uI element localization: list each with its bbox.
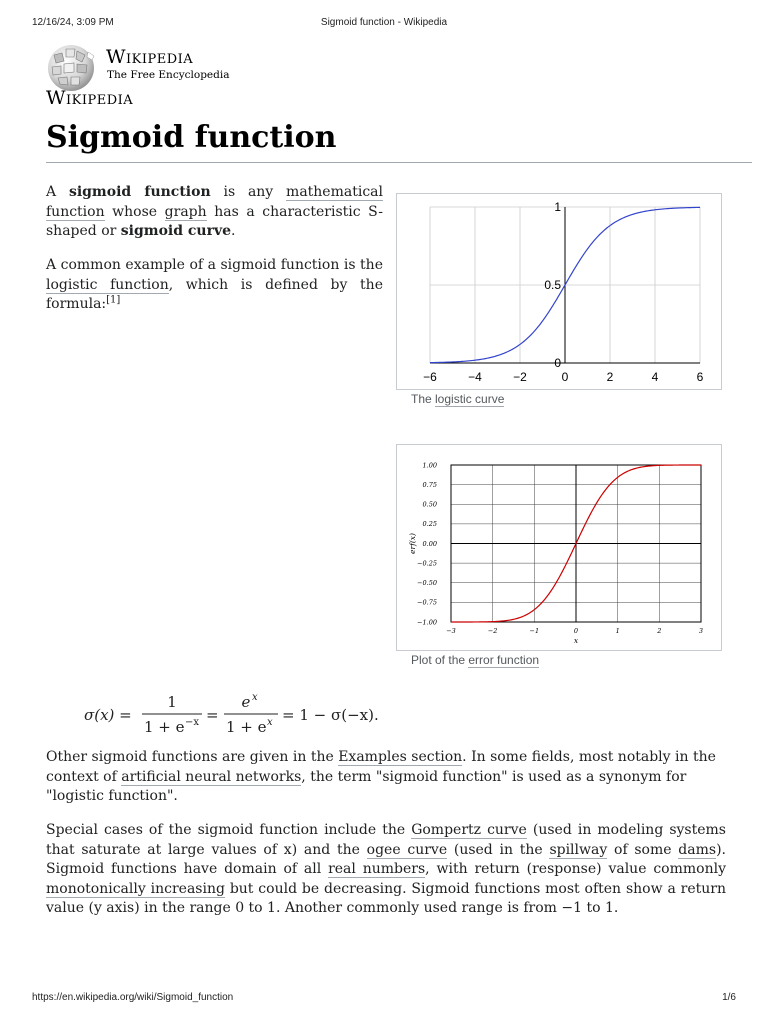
x-tick-label: 1 bbox=[615, 627, 620, 635]
y-tick-label: 0.00 bbox=[422, 539, 437, 548]
y-tick-label: −0.25 bbox=[417, 559, 437, 568]
link-graph[interactable]: graph bbox=[164, 203, 207, 220]
intro-paragraph bbox=[46, 183, 383, 242]
logistic-formula bbox=[84, 690, 394, 740]
wikipedia-wordmark[interactable]: Wikipedia bbox=[106, 46, 194, 68]
other-sigmoid-paragraph bbox=[46, 748, 726, 807]
print-page-number: 1/6 bbox=[722, 992, 736, 1003]
reference-link-1[interactable]: [1] bbox=[106, 294, 121, 306]
figure-caption-erf bbox=[411, 653, 539, 667]
figure-logistic-curve bbox=[396, 193, 722, 390]
y-tick-label: 0.50 bbox=[422, 500, 437, 509]
caption-text: The bbox=[411, 392, 436, 406]
formula-equals: = bbox=[206, 706, 219, 724]
link-spillway[interactable]: spillway bbox=[549, 841, 608, 858]
caption-text: Plot of the bbox=[411, 653, 469, 667]
y-tick-label: −0.75 bbox=[417, 598, 437, 607]
text-run: . bbox=[231, 223, 236, 239]
formula-frac1-exponent: −x bbox=[185, 717, 200, 728]
y-tick-label: 0.75 bbox=[422, 480, 437, 489]
y-tick-label: 0.5 bbox=[544, 278, 561, 293]
text-run: , the term "sigmoid function" is used as a synonym for "logistic function". bbox=[46, 768, 687, 804]
x-tick-label: −6 bbox=[423, 370, 437, 384]
text-run: is any bbox=[210, 184, 287, 200]
x-tick-label: 6 bbox=[696, 370, 704, 384]
formula-frac2-denominator: 1 + e bbox=[226, 718, 267, 736]
text-run: , with return (response) value commonly bbox=[425, 861, 726, 877]
x-tick-label: −2 bbox=[487, 627, 498, 635]
text-run: Special cases of the sigmoid function include the bbox=[46, 822, 412, 838]
link-real-numbers[interactable]: real numbers bbox=[328, 861, 426, 877]
formula-frac1-denominator: 1 + e bbox=[144, 718, 185, 736]
x-tick-label: 4 bbox=[651, 370, 659, 384]
x-tick-label: 0 bbox=[573, 627, 579, 635]
page-title: Sigmoid function bbox=[46, 120, 337, 155]
print-header bbox=[32, 17, 736, 31]
link-monotonically-increasing[interactable]: monotonically increasing bbox=[46, 880, 225, 897]
text-run: has a characteristic S-shaped or bbox=[46, 203, 383, 239]
figure-caption-logistic bbox=[411, 392, 504, 406]
x-tick-label: −2 bbox=[513, 370, 527, 384]
y-tick-label: 1.00 bbox=[422, 461, 437, 470]
bold-term: sigmoid curve bbox=[120, 223, 232, 239]
x-tick-label: 3 bbox=[698, 627, 704, 635]
text-run: ). Sigmoid functions have domain of all bbox=[46, 841, 726, 877]
x-axis-label: x bbox=[573, 636, 579, 645]
text-run: Other sigmoid functions are given in the bbox=[46, 749, 339, 765]
print-footer bbox=[32, 992, 736, 1006]
x-tick-label: 2 bbox=[606, 370, 614, 384]
y-tick-label: −0.50 bbox=[417, 579, 437, 588]
text-run: , which is defined by the formula: bbox=[46, 276, 383, 312]
text-run: of some bbox=[607, 841, 679, 858]
print-datetime: 12/16/24, 3:09 PM bbox=[32, 17, 114, 28]
text-run: (used in the bbox=[447, 841, 550, 858]
y-tick-label: 1 bbox=[554, 200, 561, 215]
print-title: Sigmoid function - Wikipedia bbox=[320, 17, 448, 28]
logistic-curve-chart bbox=[397, 194, 721, 389]
link-examples-section[interactable]: Examples section bbox=[338, 749, 463, 765]
formula-frac2-numerator: e bbox=[241, 693, 251, 711]
link-logistic-function[interactable]: logistic function bbox=[46, 276, 169, 293]
text-run: whose bbox=[104, 203, 165, 220]
link-mathematical-function[interactable]: mathematical function bbox=[46, 184, 383, 220]
formula-frac2-numerator-exponent: x bbox=[252, 692, 258, 703]
formula-frac2-exponent: x bbox=[267, 717, 273, 728]
x-tick-label: 0 bbox=[561, 370, 569, 384]
link-ogee-curve[interactable]: ogee curve bbox=[366, 841, 448, 858]
text-run: but could be decreasing. Sigmoid functions most often show a return value (y axis) in the range 0 to 1. Another commonly used range is from −1 to 1. bbox=[46, 880, 727, 916]
y-tick-label: −1.00 bbox=[417, 618, 437, 627]
link-logistic-curve[interactable]: logistic curve bbox=[435, 392, 505, 406]
y-tick-label: 0.25 bbox=[422, 520, 437, 529]
error-function-chart bbox=[397, 445, 721, 650]
link-artificial-neural-networks[interactable]: artificial neural networks bbox=[121, 768, 302, 785]
link-gompertz-curve[interactable]: Gompertz curve bbox=[411, 822, 527, 838]
wikipedia-tagline: The Free Encyclopedia bbox=[107, 69, 230, 81]
x-tick-label: −3 bbox=[446, 627, 456, 635]
x-tick-label: −4 bbox=[468, 370, 482, 384]
x-tick-label: 2 bbox=[657, 627, 662, 635]
logistic-paragraph bbox=[46, 256, 383, 315]
formula-lhs: σ(x) = bbox=[84, 706, 132, 724]
text-run: (used in modeling systems that saturate at large values of x) and the bbox=[46, 822, 726, 858]
link-error-function[interactable]: error function bbox=[468, 653, 540, 667]
text-run: . In some fields, most notably in the context of bbox=[46, 749, 716, 785]
print-url: https://en.wikipedia.org/wiki/Sigmoid_function bbox=[32, 992, 234, 1003]
formula-frac1-numerator: 1 bbox=[167, 693, 177, 711]
link-dams[interactable]: dams bbox=[678, 841, 717, 858]
x-tick-label: −1 bbox=[529, 627, 540, 635]
text-run: A common example of a sigmoid function is the bbox=[46, 257, 383, 273]
special-cases-paragraph bbox=[46, 821, 726, 919]
y-axis-label: erf(x) bbox=[408, 533, 417, 554]
text-run: A bbox=[46, 184, 69, 200]
figure-error-function bbox=[396, 444, 722, 651]
wikipedia-globe-icon[interactable] bbox=[44, 43, 98, 93]
y-tick-label: 0 bbox=[554, 356, 561, 371]
title-divider bbox=[46, 162, 752, 163]
formula-rhs: = 1 − σ(−x). bbox=[282, 706, 379, 724]
bold-term: sigmoid function bbox=[68, 184, 211, 200]
wikipedia-wordmark-secondary[interactable]: Wikipedia bbox=[46, 87, 134, 109]
